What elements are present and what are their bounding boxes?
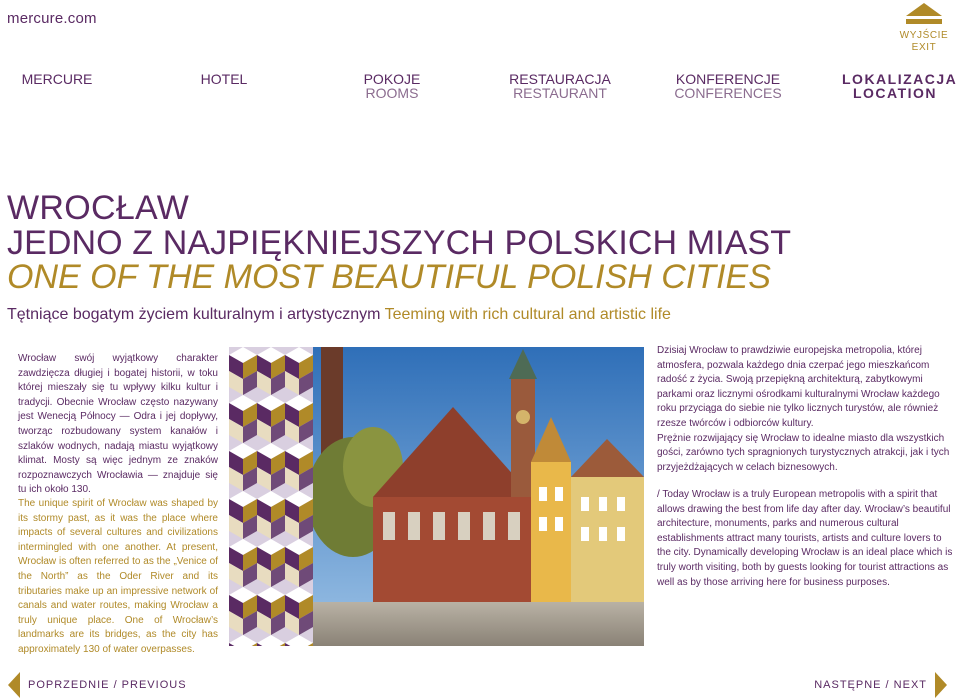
exit-label-pl: WYJŚCIE — [899, 30, 949, 41]
decorative-cube-pattern — [229, 347, 313, 646]
intro-text-pl: Wrocław swój wyjątkowy charakter zawdzięcza długiej i bogatej historii, w toku której mieszały się tu wpływy kilku kultur i tradycji. Obecnie Wrocław często nazywany jest Wenecją Północy — Odra i jej dopływy, tworząc rozbudowany system kanałów i szlaków wodnych, nadają miastu wyjątkowy klimat. Mosty są więc jednym ze znaków rozpoznawczych Wrocławia — znajduje się tu ich około 130. — [18, 353, 218, 496]
nav-restaurant-label: RESTAURANT — [513, 85, 607, 101]
body-paragraph-pl-2: Prężnie rozwijający się Wrocław to idealne miasto dla wszystkich gości, zarówno tych spragnionych turystycznych atrakcji, jak i tych przyjeżdżających w celach biznesowych. — [657, 432, 950, 473]
home-exit-icon — [904, 2, 944, 28]
page-title: WROCŁAW — [7, 189, 190, 227]
body-paragraph-en: / Today Wrocław is a truly European metropolis with a spirit that allows drawing the best from life day after day. Wrocław’s beautiful architecture, monuments, parks and numerous cultural establishments attract many tourists, artists and culture lovers to the city. Dynamically developing Wrocław is an ideal place which is truly worth visiting, both by guests looking for tourist attractions as well as by those arriving here for business purposes. — [657, 489, 953, 588]
previous-label: POPRZEDNIE / PREVIOUS — [28, 679, 187, 691]
next-page-button[interactable] — [814, 671, 947, 699]
nav-restaurant[interactable] — [502, 72, 618, 100]
body-text-en — [657, 488, 957, 590]
nav-mercure[interactable] — [20, 72, 94, 86]
nav-konferencje-label: KONFERENCJE — [675, 71, 781, 87]
main-nav — [0, 72, 960, 106]
intro-text-en: The unique spirit of Wrocław was shaped by its stormy past, as it was the place where impacts of several cultures and civilizations intermingled with one another. At present, Wrocław is often referred to as the „Venice of the North” as the Oder River and its tributaries make up an impressive network of canals and water routes, making Wrocław a truly unique place. One of Wrocław’s landmarks are its bridges, as the city has approximately 130 of water overpasses. — [18, 498, 218, 655]
nav-rooms-label: ROOMS — [365, 85, 419, 101]
subtitle — [7, 306, 671, 324]
arrow-left-icon — [8, 672, 20, 698]
nav-mercure-label: MERCURE — [21, 71, 93, 87]
exit-button[interactable] — [899, 2, 949, 54]
subtitle-pl: Tętniące bogatym życiem kulturalnym i artystycznym — [7, 306, 381, 323]
exit-label-en: EXIT — [911, 42, 937, 53]
nav-hotel-label: HOTEL — [200, 71, 248, 87]
nav-location[interactable] — [842, 71, 958, 101]
previous-page-button[interactable] — [8, 671, 187, 699]
nav-location-label: LOCATION — [852, 85, 938, 101]
page-title-pl: JEDNO Z NAJPIĘKNIEJSZYCH POLSKICH MIAST — [7, 224, 792, 262]
nav-conferences-label: CONFERENCES — [674, 85, 782, 101]
nav-rooms[interactable] — [352, 72, 432, 100]
subtitle-en: Teeming with rich cultural and artistic life — [384, 306, 671, 323]
nav-conferences[interactable] — [670, 72, 786, 100]
nav-lokalizacja-label: LOKALIZACJA — [842, 71, 958, 87]
nav-restauracja-label: RESTAURACJA — [509, 71, 611, 87]
next-label: NASTĘPNE / NEXT — [814, 679, 927, 691]
page-title-en: ONE OF THE MOST BEAUTIFUL POLISH CITIES — [7, 258, 771, 296]
nav-pokoje-label: POKOJE — [363, 71, 421, 87]
body-text-pl — [657, 344, 957, 475]
nav-hotel[interactable] — [192, 72, 256, 86]
mercure-logo-link[interactable]: mercure.com — [7, 10, 97, 27]
arrow-right-icon — [935, 672, 947, 698]
wroclaw-town-hall-photo — [313, 347, 644, 646]
body-paragraph-pl-1: Dzisiaj Wrocław to prawdziwie europejska metropolia, której atmosfera, pozwala każdego dnia czerpać jego mieszkańcom radość z życia. Swoją przepiękną architekturą, zabytkowymi parkami oraz licznymi ośrodkami kulturalnymi Wrocław każdego roku przyciąga do siebie nie tylko licznych turystów, ale również rzesze twórców i odbiorców kultury. — [657, 345, 940, 429]
